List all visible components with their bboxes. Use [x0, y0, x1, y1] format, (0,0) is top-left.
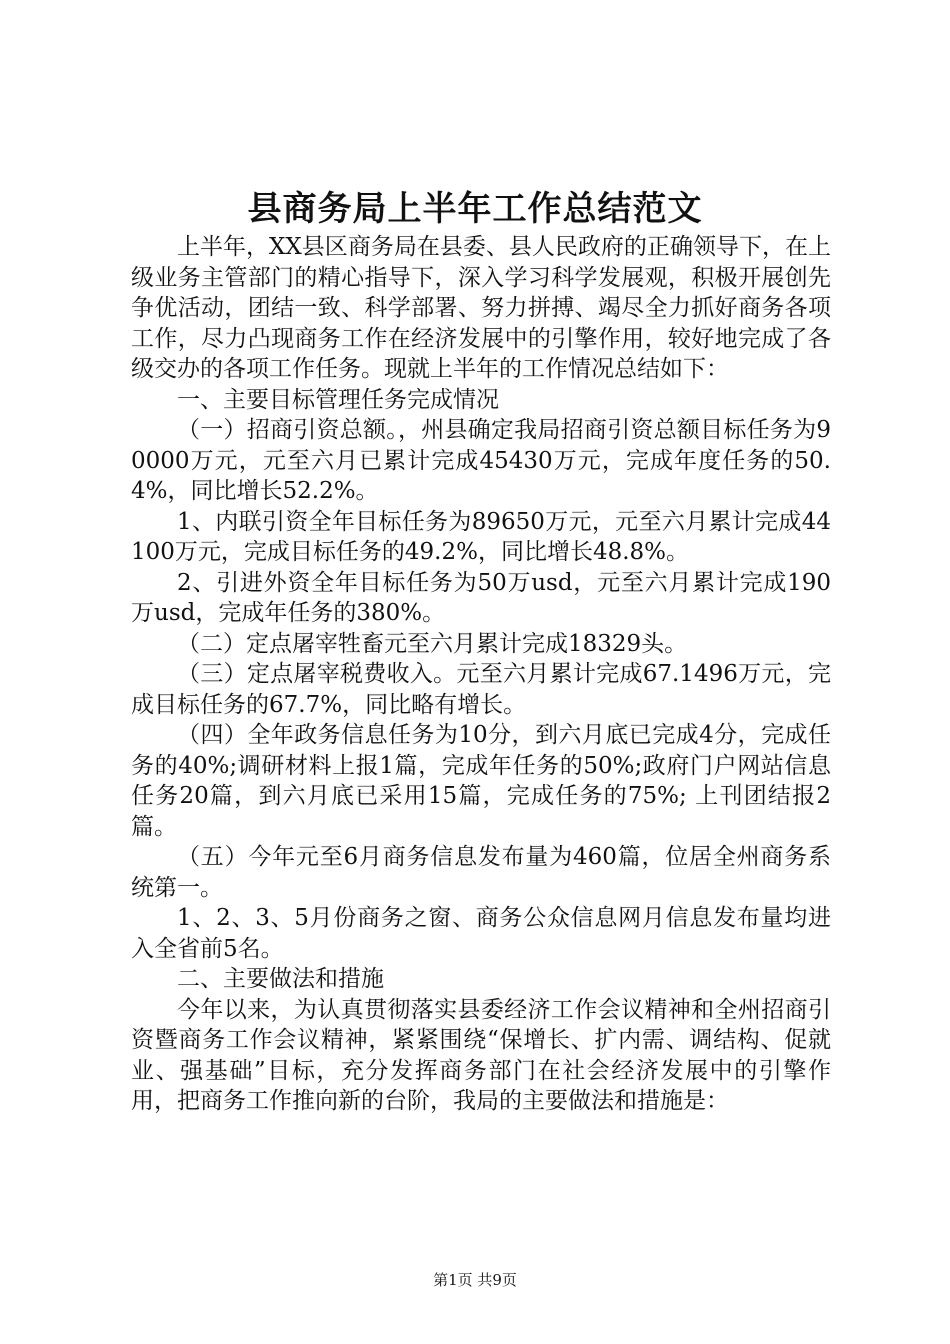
paragraph-item-1: （一）招商引资总额。，州县确定我局招商引资总额目标任务为90000万元，元至六月已累计完成45430万元，完成年度任务的50.4%，同比增长52.2%。 — [131, 417, 831, 504]
paragraph-intro: 上半年，XX县区商务局在县委、县人民政府的正确领导下，在上级业务主管部门的精心指导下，深入学习科学发展观，积极开展创先争优活动，团结一致、科学部署、努力拼搏、竭尽全力抓好商务各项工作，尽力凸现商务工作在经济发展中的引擎作用，较好地完成了各级交办的各项工作任务。现就上半年的工作情况总结如下： — [131, 234, 831, 382]
paragraph-item-4: （四）全年政务信息任务为10分，到六月底已完成4分，完成任务的40%;调研材料上报1篇，完成年任务的50%;政府门户网站信息任务20篇，到六月底已采用15篇，完成任务的75%; 上刊团结报2篇。 — [131, 722, 831, 840]
paragraph-item-5: （五）今年元至6月商务信息发布量为460篇，位居全州商务系统第一。 — [131, 844, 831, 901]
paragraph-item-1-2: 2、引进外资全年目标任务为50万usd，元至六月累计完成190万usd，完成年任务的380%。 — [131, 569, 831, 626]
document-body — [131, 232, 831, 1117]
section-heading-1: 一、主要目标管理任务完成情况 — [177, 386, 499, 413]
paragraph-item-1-1: 1、内联引资全年目标任务为89650万元，元至六月累计完成44100万元，完成目标任务的49.2%，同比增长48.8%。 — [131, 508, 831, 565]
paragraph-item-3: （三）定点屠宰税费收入。元至六月累计完成67.1496万元，完成目标任务的67.7%，同比略有增长。 — [131, 661, 831, 718]
paragraph-measures: 今年以来，为认真贯彻落实县委经济工作会议精神和全州招商引资暨商务工作会议精神，紧紧围绕“保增长、扩内需、调结构、促就业、强基础”目标，充分发挥商务部门在社会经济发展中的引擎作用，把商务工作推向新的台阶，我局的主要做法和措施是： — [131, 996, 831, 1114]
paragraph-item-5-1: 1、2、3、5月份商务之窗、商务公众信息网月信息发布量均进入全省前5名。 — [131, 905, 831, 962]
paragraph-item-2: （二）定点屠宰牲畜元至六月累计完成18329头。 — [177, 630, 688, 657]
document-title: 县商务局上半年工作总结范文 — [247, 189, 703, 229]
section-heading-2: 二、主要做法和措施 — [177, 966, 384, 992]
page-number-footer: 第1页 共9页 — [433, 1271, 517, 1289]
